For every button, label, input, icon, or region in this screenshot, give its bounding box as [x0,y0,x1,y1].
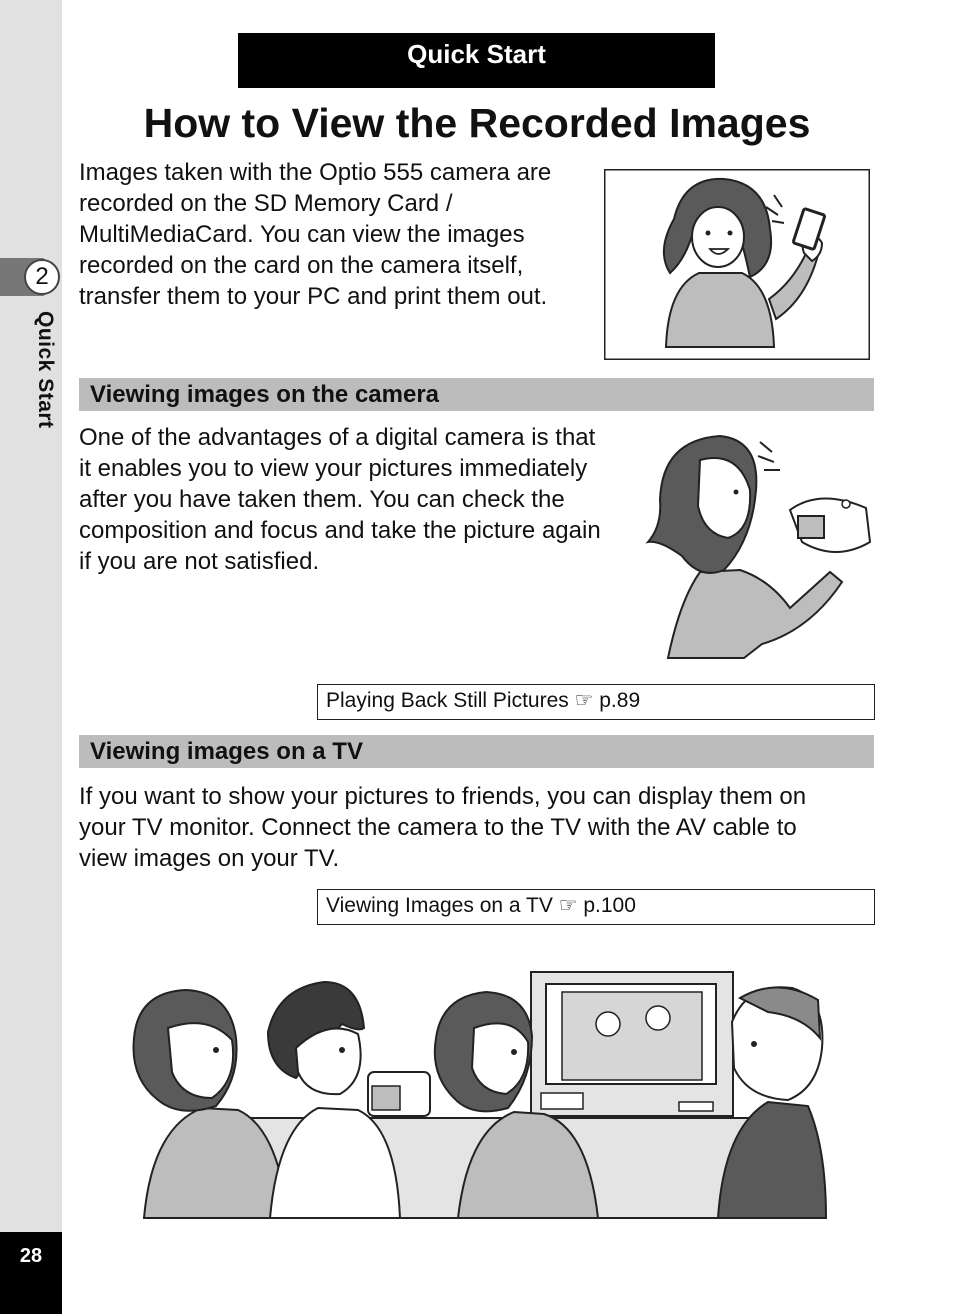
text-line: recorded on the card on the camera itself, [79,252,524,279]
text-line: Images taken with the Optio 555 camera are [79,159,552,186]
section-banner: Quick Start [238,33,715,88]
reference-tv: Viewing Images on a TV ☞ p.100 [317,889,875,925]
page-title: How to View the Recorded Images [143,100,811,146]
chapter-label: Quick Start [34,311,57,429]
text-line: view images on your TV. [79,845,340,872]
page-number: 28 [19,1245,43,1267]
text-line: transfer them to your PC and print them out. [79,283,548,310]
woman-viewing-camera-illustration [640,430,875,662]
reference-playback: Playing Back Still Pictures ☞ p.89 [317,684,875,720]
text-line: after you have taken them. You can check the [79,486,565,513]
chapter-number: 2 [24,259,60,295]
text-line: recorded on the SD Memory Card / [79,190,453,217]
text-line: MultiMediaCard. You can view the images [79,221,525,248]
tv-paragraph [79,781,806,874]
intro-paragraph [79,157,551,312]
section-heading-tv: Viewing images on a TV [79,735,874,768]
section-heading-camera: Viewing images on the camera [79,378,874,411]
sidebar-strip [0,0,62,1314]
woman-holding-card-illustration [604,169,870,360]
text-line: If you want to show your pictures to friends, you can display them on [79,783,807,810]
text-line: your TV monitor. Connect the camera to the TV with the AV cable to [79,814,797,841]
text-line: it enables you to view your pictures immediately [79,455,588,482]
text-line: if you are not satisfied. [79,548,320,575]
text-line: One of the advantages of a digital camera is that [79,424,596,451]
camera-paragraph [79,422,601,577]
text-line: composition and focus and take the picture again [79,517,601,544]
group-watching-tv-illustration [128,968,828,1220]
